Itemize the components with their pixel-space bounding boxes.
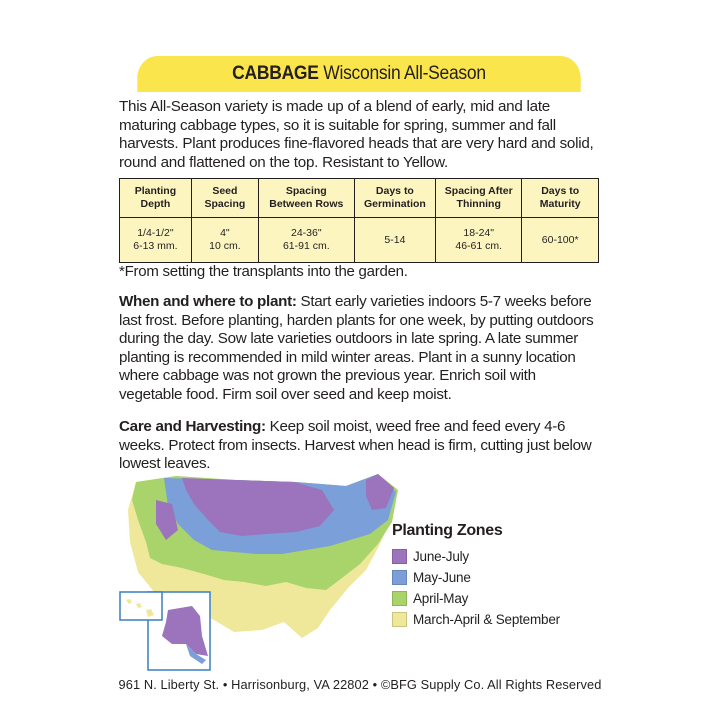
care-harvesting-text: Keep soil moist, weed free and feed every 4-6 weeks. Protect from insects. Harvest when head is firm, cutting just below lowest leaves. — [119, 418, 592, 473]
care-harvesting-heading: Care and Harvesting: — [119, 418, 266, 435]
header-germination: Days to Germination — [354, 179, 435, 218]
legend-label: March-April & September — [413, 612, 560, 627]
footer-address: 961 N. Liberty St. • Harrisonburg, VA 22802 • ©BFG Supply Co. All Rights Reserved — [118, 677, 602, 692]
when-where-paragraph — [119, 293, 599, 405]
planting-zones-map — [116, 460, 406, 675]
legend-swatch — [392, 570, 407, 585]
legend-label: April-May — [413, 591, 469, 606]
legend-swatch — [392, 591, 407, 606]
legend-swatch — [392, 612, 407, 627]
header-planting-depth: Planting Depth — [120, 179, 192, 218]
cell-germination: 5-14 — [354, 218, 435, 263]
variety-name: Wisconsin All-Season — [323, 63, 486, 84]
table-footnote: *From setting the transplants into the garden. — [119, 263, 408, 280]
planting-zones-legend — [392, 522, 560, 630]
table-row — [120, 218, 599, 263]
when-where-text: Start early varieties indoors 5-7 weeks before last frost. Before planting, harden plants for one week, by putting outdoors during the day. Sow late varieties outdoors in late spring. A late summer planting is recommended in mild winter areas. Plant in a sunny location where cabbage was not grown the previous year. Enrich soil with vegetable food. Firm soil over seed and keep moist. — [119, 293, 594, 403]
header-thinning: Spacing After Thinning — [436, 179, 522, 218]
legend-item-may-june — [392, 567, 560, 588]
intro-paragraph: This All-Season variety is made up of a blend of early, mid and late maturing cabbage types, so it is suitable for spring, summer and fall harvests. Plant produces fine-flavored heads that are very hard and solid, round and flattened on the top. Resistant to Yellow. — [119, 98, 594, 171]
title-banner — [137, 56, 580, 92]
header-maturity: Days to Maturity — [522, 179, 599, 218]
legend-item-june-july — [392, 546, 560, 567]
legend-title: Planting Zones — [392, 522, 503, 539]
planting-specs-table — [119, 178, 599, 263]
crop-name: CABBAGE — [232, 63, 319, 84]
legend-label: May-June — [413, 570, 471, 585]
header-row-spacing: Spacing Between Rows — [258, 179, 354, 218]
legend-swatch — [392, 549, 407, 564]
cell-thinning: 18-24" 46-61 cm. — [436, 218, 522, 263]
when-where-heading: When and where to plant: — [119, 293, 297, 310]
legend-item-april-may — [392, 588, 560, 609]
cell-seed-spacing: 4" 10 cm. — [191, 218, 258, 263]
cell-maturity: 60-100* — [522, 218, 599, 263]
table-header-row — [120, 179, 599, 218]
legend-item-march-april-september — [392, 609, 560, 630]
cell-planting-depth: 1/4-1/2" 6-13 mm. — [120, 218, 192, 263]
header-seed-spacing: Seed Spacing — [191, 179, 258, 218]
cell-row-spacing: 24-36" 61-91 cm. — [258, 218, 354, 263]
legend-label: June-July — [413, 549, 469, 564]
